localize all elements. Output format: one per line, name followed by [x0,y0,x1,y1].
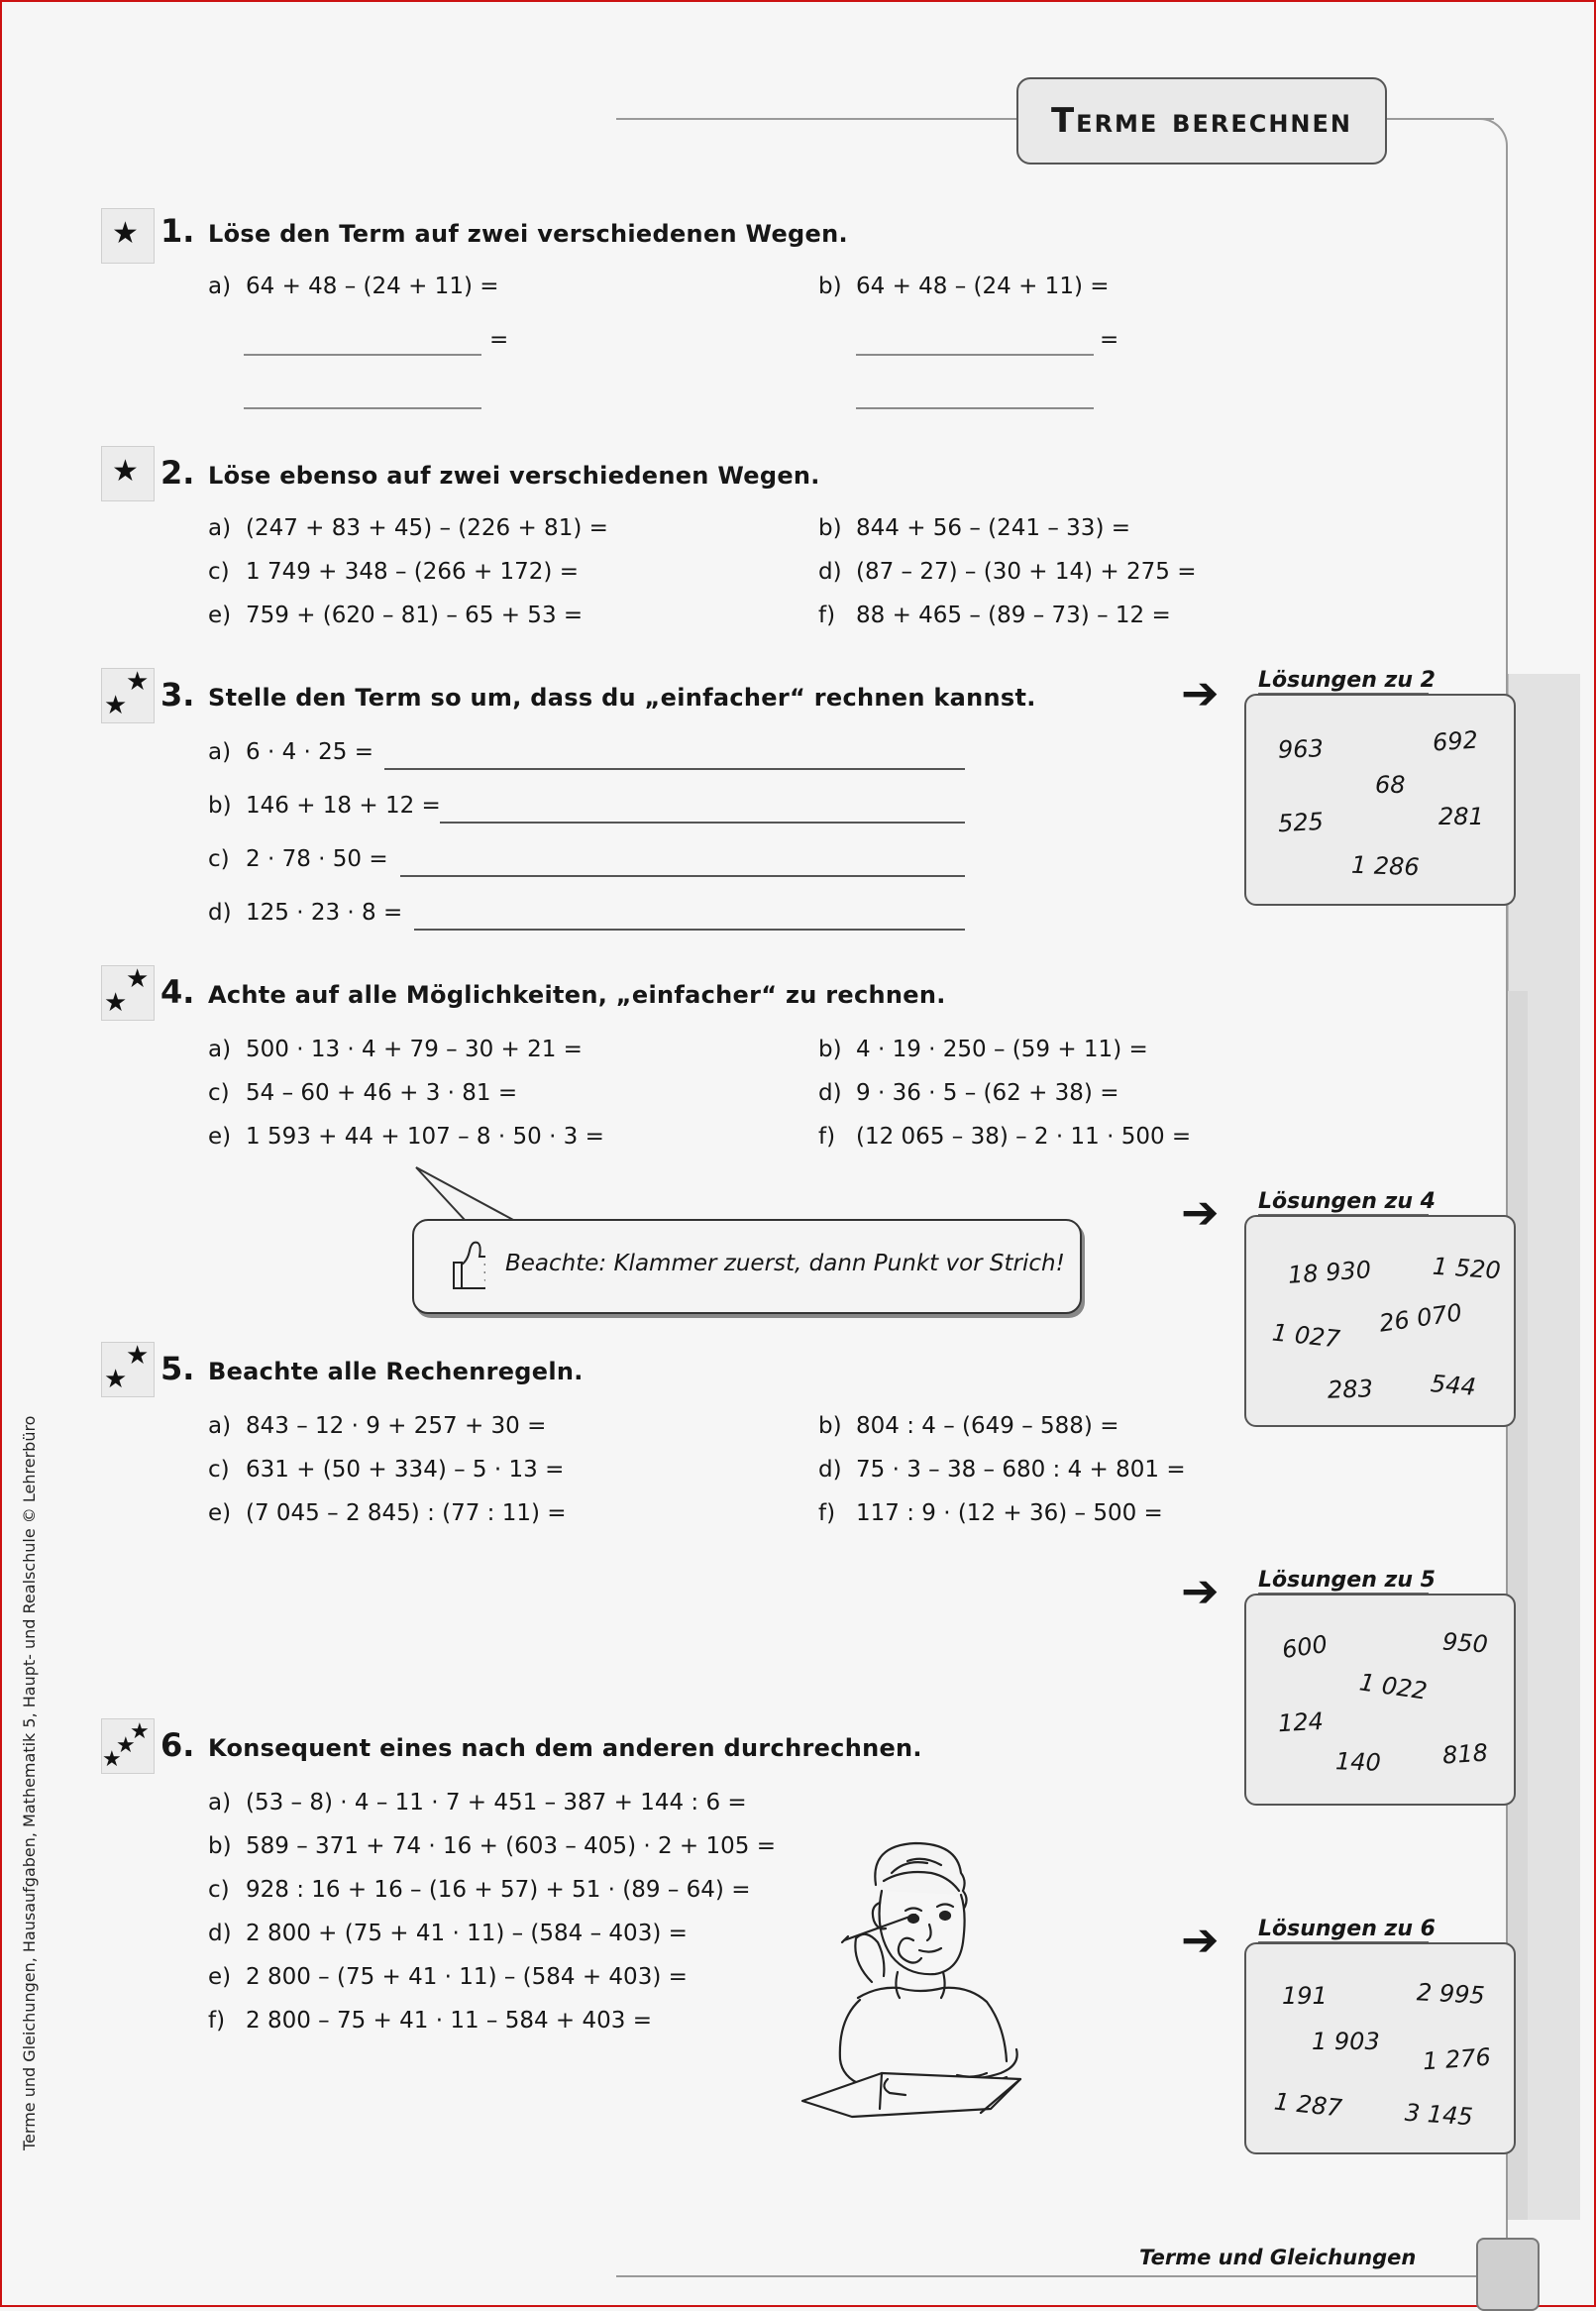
item-term: (12 065 – 38) – 2 · 11 · 500 = [856,1124,1192,1150]
star-icon: ★ [104,988,128,1018]
difficulty-box [101,446,155,501]
item-term: 500 · 13 · 4 + 79 – 30 + 21 = [246,1037,583,1062]
task-number: 3. [160,676,195,714]
answer-line[interactable] [856,407,1094,409]
thinking-student-illustration [789,1833,1036,2121]
item-label: b) [818,515,842,541]
item-term: 146 + 18 + 12 = [246,793,441,819]
star-icon: ★ [126,964,150,994]
header-rule [616,118,1020,120]
answer-line[interactable] [244,407,481,409]
item-term: 88 + 465 – (89 – 73) – 12 = [856,603,1171,628]
solution-value: 1 022 [1357,1668,1430,1706]
difficulty-box [101,668,155,723]
equals-sign: = [489,327,509,353]
difficulty-box [101,965,155,1021]
item-label: d) [208,1921,232,1946]
hint-text: Beachte: Klammer zuerst, dann Punkt vor Strich! [505,1251,1065,1276]
star-icon: ★ [116,1733,136,1758]
difficulty-box [101,1342,155,1397]
arrow-right-icon: ➔ [1181,1913,1220,1966]
item-term: 64 + 48 – (24 + 11) = [856,274,1110,299]
item-term: (7 045 – 2 845) : (77 : 11) = [246,1500,567,1526]
item-label: e) [208,603,232,628]
side-copyright-text: Terme und Gleichungen, Hausaufgaben, Mathematik 5, Haupt- und Realschule © Lehrerbüro [20,1415,39,2150]
task-number: 2. [160,454,195,492]
star-icon: ★ [130,1719,150,1744]
item-term: 64 + 48 – (24 + 11) = [246,274,499,299]
item-label: f) [208,2008,226,2034]
item-label: d) [818,1457,842,1483]
solution-value: 18 930 [1287,1256,1372,1289]
solution-value: 600 [1280,1629,1330,1665]
item-label: b) [818,1413,842,1439]
item-label: c) [208,1877,230,1903]
item-label: e) [208,1500,232,1526]
star-icon: ★ [104,691,128,720]
item-term: 843 – 12 · 9 + 257 + 30 = [246,1413,547,1439]
item-term: (87 – 27) – (30 + 14) + 275 = [856,559,1197,585]
answer-line[interactable] [400,875,965,877]
solution-value: 818 [1441,1738,1489,1770]
task-heading: Beachte alle Rechenregeln. [208,1358,584,1385]
item-term: 4 · 19 · 250 – (59 + 11) = [856,1037,1148,1062]
solutions-title: Lösungen zu 2 [1258,668,1436,693]
solution-value: 140 [1334,1747,1382,1777]
item-label: c) [208,1080,230,1106]
item-term: 759 + (620 – 81) – 65 + 53 = [246,603,584,628]
task-heading: Achte auf alle Möglichkeiten, „einfacher“ zu rechnen. [208,981,946,1009]
item-term: 125 · 23 · 8 = [246,900,403,926]
solution-value: 191 [1282,1982,1328,2010]
solution-value: 1 027 [1270,1318,1341,1354]
solution-value: 950 [1441,1627,1489,1659]
solution-value: 124 [1277,1706,1325,1738]
item-label: a) [208,1037,232,1062]
difficulty-box [101,1718,155,1774]
item-label: a) [208,739,232,765]
task-heading: Stelle den Term so um, dass du „einfacher“ rechnen kannst. [208,684,1036,712]
arrow-right-icon: ➔ [1181,666,1220,719]
item-term: 9 · 36 · 5 – (62 + 38) = [856,1080,1119,1106]
arrow-right-icon: ➔ [1181,1185,1220,1239]
answer-line[interactable] [414,929,965,931]
answer-line[interactable] [244,354,481,356]
item-label: a) [208,1413,232,1439]
item-term: 1 593 + 44 + 107 – 8 · 50 · 3 = [246,1124,604,1150]
item-term: 2 800 – (75 + 41 · 11) – (584 + 403) = [246,1964,688,1990]
item-label: f) [818,1500,836,1526]
task-heading: Löse den Term auf zwei verschiedenen Wegen. [208,220,848,248]
item-label: b) [818,274,842,299]
solution-value: 692 [1432,725,1479,757]
item-term: (53 – 8) · 4 – 11 · 7 + 451 – 387 + 144 : 6 = [246,1790,747,1816]
item-label: b) [208,793,232,819]
item-label: d) [818,559,842,585]
item-term: 928 : 16 + 16 – (16 + 57) + 51 · (89 – 64) = [246,1877,751,1903]
arrow-right-icon: ➔ [1181,1564,1220,1617]
solution-value: 68 [1375,771,1406,799]
page-tab [1476,2238,1540,2311]
solution-value: 1 520 [1432,1252,1502,1285]
item-term: 844 + 56 – (241 – 33) = [856,515,1130,541]
star-icon: ★ [126,667,150,697]
difficulty-box [101,208,155,264]
solution-value: 283 [1327,1375,1374,1404]
item-term: 75 · 3 – 38 – 680 : 4 + 801 = [856,1457,1186,1483]
solution-value: 525 [1277,807,1325,838]
equals-sign: = [1100,327,1119,353]
task-number: 5. [160,1350,195,1387]
item-term: 1 749 + 348 – (266 + 172) = [246,559,579,585]
solution-value: 1 286 [1350,850,1421,882]
page-title: Terme berechnen [1016,77,1387,165]
footer-rule [616,2275,1478,2277]
solution-value: 281 [1438,803,1484,830]
item-label: f) [818,603,836,628]
item-label: c) [208,846,230,872]
task-heading: Löse ebenso auf zwei verschiedenen Wegen. [208,462,820,490]
item-term: 2 800 – 75 + 41 · 11 – 584 + 403 = [246,2008,652,2034]
item-label: d) [818,1080,842,1106]
answer-line[interactable] [856,354,1094,356]
solutions-title: Lösungen zu 6 [1258,1917,1436,1941]
solution-value: 963 [1277,734,1325,764]
item-label: c) [208,559,230,585]
item-label: f) [818,1124,836,1150]
item-label: a) [208,1790,232,1816]
star-icon: ★ [112,454,139,489]
item-label: e) [208,1124,232,1150]
star-icon: ★ [104,1365,128,1394]
solution-value: 544 [1429,1370,1477,1401]
item-label: a) [208,274,232,299]
solution-value: 1 903 [1312,2028,1380,2055]
solution-value: 2 995 [1416,1978,1486,2010]
star-icon: ★ [102,1747,122,1772]
answer-line[interactable] [384,768,965,770]
item-term: 54 – 60 + 46 + 3 · 81 = [246,1080,518,1106]
item-label: c) [208,1457,230,1483]
item-term: (247 + 83 + 45) – (226 + 81) = [246,515,608,541]
footer-chapter-title: Terme und Gleichungen [1139,2246,1417,2269]
item-label: b) [818,1037,842,1062]
item-label: e) [208,1964,232,1990]
star-icon: ★ [112,216,139,251]
solutions-title: Lösungen zu 5 [1258,1568,1436,1593]
solution-value: 1 287 [1272,2087,1343,2123]
solution-value: 26 070 [1377,1298,1464,1338]
solutions-title: Lösungen zu 4 [1258,1189,1436,1214]
item-term: 589 – 371 + 74 · 16 + (603 – 405) · 2 + 105 = [246,1833,776,1859]
solution-value: 1 276 [1422,2042,1492,2076]
item-term: 2 800 + (75 + 41 · 11) – (584 – 403) = [246,1921,688,1946]
task-number: 1. [160,212,195,250]
item-term: 6 · 4 · 25 = [246,739,373,765]
solution-value: 3 145 [1404,2098,1474,2132]
task-number: 4. [160,973,195,1011]
task-heading: Konsequent eines nach dem anderen durchrechnen. [208,1734,922,1762]
task-number: 6. [160,1726,195,1764]
star-icon: ★ [126,1341,150,1371]
item-label: d) [208,900,232,926]
item-term: 117 : 9 · (12 + 36) – 500 = [856,1500,1163,1526]
item-term: 804 : 4 – (649 – 588) = [856,1413,1119,1439]
item-label: b) [208,1833,232,1859]
answer-line[interactable] [440,822,965,824]
item-label: a) [208,515,232,541]
item-term: 2 · 78 · 50 = [246,846,388,872]
item-term: 631 + (50 + 334) – 5 · 13 = [246,1457,565,1483]
thumbs-up-icon [446,1237,485,1292]
